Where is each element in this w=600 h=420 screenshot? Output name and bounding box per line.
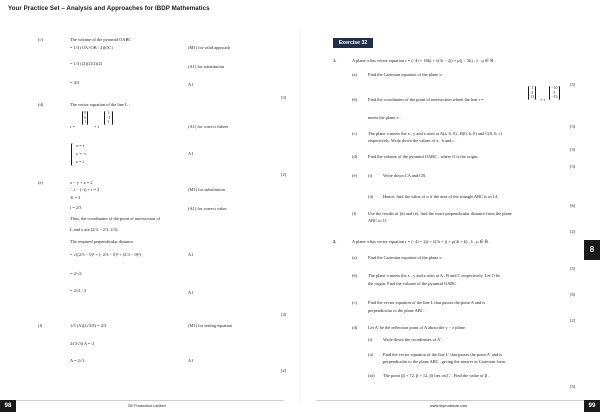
part-c-line-1: The volume of the pyramid OABC xyxy=(70,37,132,42)
part-d-brace xyxy=(71,143,74,166)
q1c-label: (c) xyxy=(352,131,357,136)
q2a-text: Find the Cartesian equation of the plane π . xyxy=(368,255,444,260)
page-number-right: 99 xyxy=(584,400,600,412)
q1f-label: (f) xyxy=(352,211,357,216)
part-e-line-9: = 2/√3 xyxy=(70,271,82,276)
q1e-ii-label: (ii) xyxy=(368,194,374,199)
part-e-label: (e) xyxy=(38,180,43,185)
q1e-ii-text: Hence, find the value of α if the area of the triangle ABC is α√14 . xyxy=(383,194,500,199)
part-f-line-3: A = 2√3 xyxy=(70,358,85,363)
q1e-i-text: Write down CA and CB . xyxy=(383,173,428,178)
part-d-mark-2: A1 xyxy=(188,151,194,156)
part-e-line-2: ∴ t − (−t) + t = 2 xyxy=(70,187,100,192)
part-e-mark-2: (A1) for correct value xyxy=(188,206,227,211)
q1e-label: (e) xyxy=(352,173,357,178)
part-e-mark-3: A1 xyxy=(188,252,194,257)
part-e-line-1: x − y + z = 2 xyxy=(70,180,93,185)
q1d-label: (d) xyxy=(352,154,358,159)
q1a-label: (a) xyxy=(352,72,357,77)
part-c-mark-1: (M1) for valid approach xyxy=(188,45,231,50)
part-e-line-4: t = 2/3 xyxy=(70,205,82,210)
q1b-text: Find the coordinates of the point of intersection where the line r = xyxy=(368,97,484,102)
footer-rule-left xyxy=(16,400,284,401)
part-c-total: [3] xyxy=(281,95,287,100)
q2d-text: Let A' be the reflection point of A about the y − z plane. xyxy=(368,325,466,330)
part-e-line-6: L and π are (2/3, −2/3, 2/3). xyxy=(70,227,119,232)
part-d-r: r = xyxy=(70,124,76,129)
part-f-line-1: 1/3 (A)(2√3/3) = 4/3 xyxy=(70,323,107,328)
q1b-marks: [3] xyxy=(570,124,576,129)
part-d-mark-1: (A1) for correct values xyxy=(188,124,229,129)
part-e-line-7: The required perpendicular distance xyxy=(70,239,134,244)
part-e-mark-1: (M1) for substitution xyxy=(188,187,225,192)
part-c-line-2: = 1/3 (OA×OB / 2)(OC) xyxy=(70,45,113,50)
q1-stem: A plane π has vector equation r = (−4i + 18k) + λ(3i − 2j) + μ(j − 3k) , λ , μ ∈ ℝ . xyxy=(352,58,496,63)
q2b-line-2: the origin. Find the volume of the pyramid OABC . xyxy=(368,281,459,286)
q1e-marks: [6] xyxy=(570,203,576,208)
part-c-line-4: = 4/3 xyxy=(70,80,80,85)
part-c-mark-3: A1 xyxy=(188,82,194,87)
q2d-iii-text: The point (β + 72, β + 12, β) lies on L' . Find the value of β . xyxy=(383,373,490,378)
part-d-label: (d) xyxy=(38,102,44,107)
part-d-system-2: y = −t xyxy=(76,151,87,156)
part-e-line-8: = √((2/3 − 0)² + (−2/3 − 0)² + (2/3 − 0)²) xyxy=(70,252,141,257)
q1f-line-1: Use the results of (d) and (e), find the exact perpendicular distance from the plane xyxy=(368,211,512,216)
q2d-iii-label: (iii) xyxy=(368,373,375,378)
q2d-marks: [5] xyxy=(570,384,576,389)
part-d-vector-1: 0 0 1 xyxy=(82,111,88,125)
q2c-line-2: perpendicular to the plane ABC . xyxy=(368,308,426,313)
q1b-vector-2: −10 5 −13 xyxy=(549,86,560,100)
exercise-badge: Exercise 32 xyxy=(333,38,373,48)
q2d-i-text: Write down the coordinates of A' . xyxy=(383,337,444,342)
chapter-tab: 8 xyxy=(584,240,600,260)
part-e-total: [4] xyxy=(281,312,287,317)
q2d-label: (d) xyxy=(352,325,358,330)
part-e-line-3: 3t = 2 xyxy=(70,195,81,200)
part-d-plus: + t xyxy=(94,124,99,129)
part-c-line-3: = 1/3 ((2)(2)/2)(2) xyxy=(70,61,102,66)
q2d-ii-line-1: Find the vector equation of the line L' that passes the point A' and is xyxy=(383,352,503,357)
q2c-marks: [2] xyxy=(570,318,576,323)
part-c-label: (c) xyxy=(38,37,43,42)
part-f-line-2: 2/(3√3) A = 4 xyxy=(70,341,94,346)
q1c-marks: [3] xyxy=(570,147,576,152)
page-spine xyxy=(299,30,300,402)
q1c-line-1: The plane π meets the x , y and z axes at A(a, 0, 0) , B(0, b, 0) and C(0, 0, c) xyxy=(368,131,502,136)
q1e-i-label: (i) xyxy=(368,173,373,178)
q1c-line-2: respectively. Write down the values of a , b and c . xyxy=(368,138,457,143)
page-number-left: 98 xyxy=(0,400,16,412)
part-d-vector-2: 1 −1 1 xyxy=(104,111,113,125)
q1a-text: Find the Cartesian equation of the plane π . xyxy=(368,72,444,77)
part-e-line-10: = 2√3 / 3 xyxy=(70,288,86,293)
q2a-label: (a) xyxy=(352,255,357,260)
part-e-line-5: Thus, the coordinates of the point of intersection of xyxy=(70,216,161,221)
part-f-mark-1: (M1) for setting equation xyxy=(188,323,233,328)
q1d-marks: [3] xyxy=(570,164,576,169)
part-d-system-1: x = t xyxy=(76,143,85,148)
q2a-marks: [5] xyxy=(570,266,576,271)
part-c-mark-2: (A1) for substitution xyxy=(188,64,225,69)
q1b-text-2: meets the plane π . xyxy=(368,115,401,120)
q1-number: 1. xyxy=(333,58,337,63)
part-d-system-3: z = t xyxy=(76,159,84,164)
footer-rule-right xyxy=(316,400,584,401)
running-header: Your Practice Set – Analysis and Approaches for IBDP Mathematics xyxy=(8,5,210,12)
q1a-marks: [5] xyxy=(570,82,576,87)
q2b-marks: [6] xyxy=(570,292,576,297)
q1d-text: Find the volume of the pyramid OABC , where O is the origin. xyxy=(368,154,479,159)
footer-publisher: SE Production Limited xyxy=(128,404,166,408)
part-f-mark-2: A1 xyxy=(188,358,194,363)
q2b-label: (b) xyxy=(352,273,358,278)
part-d-total: [2] xyxy=(281,172,287,177)
q2-stem: A plane π has vector equation r = (−4i + 2j) + λ(3i + j) + μ(4i + k) , λ , μ ∈ ℝ . xyxy=(352,239,491,244)
q1b-label: (b) xyxy=(352,97,358,102)
q2c-label: (c) xyxy=(352,300,357,305)
q1f-line-2: ABC to O. xyxy=(368,218,387,223)
q2b-line-1: The plane π meets the x , y and z axes at A , B and C respectively. Let O be xyxy=(368,273,501,278)
part-d-line-1: The vector equation of the line L : xyxy=(70,102,130,107)
q2d-ii-line-2: perpendicular to the plane ABC , giving the answer in Cartesian form. xyxy=(383,359,507,364)
q2d-i-label: (i) xyxy=(368,337,373,342)
q1f-marks: [2] xyxy=(570,229,576,234)
q2d-ii-label: (ii) xyxy=(368,352,374,357)
part-e-mark-4: A1 xyxy=(188,290,194,295)
q2-number: 2. xyxy=(333,239,337,244)
part-f-total: [2] xyxy=(281,368,287,373)
q1b-plus: + t xyxy=(540,97,545,102)
q1b-vector-1: 1 3 13 xyxy=(528,86,536,100)
part-f-label: (f) xyxy=(38,323,43,328)
footer-website: www.seprodstore.com xyxy=(430,404,468,408)
q2c-line-1: Find the vector equation of the line L that passes the point A and is xyxy=(368,300,486,305)
